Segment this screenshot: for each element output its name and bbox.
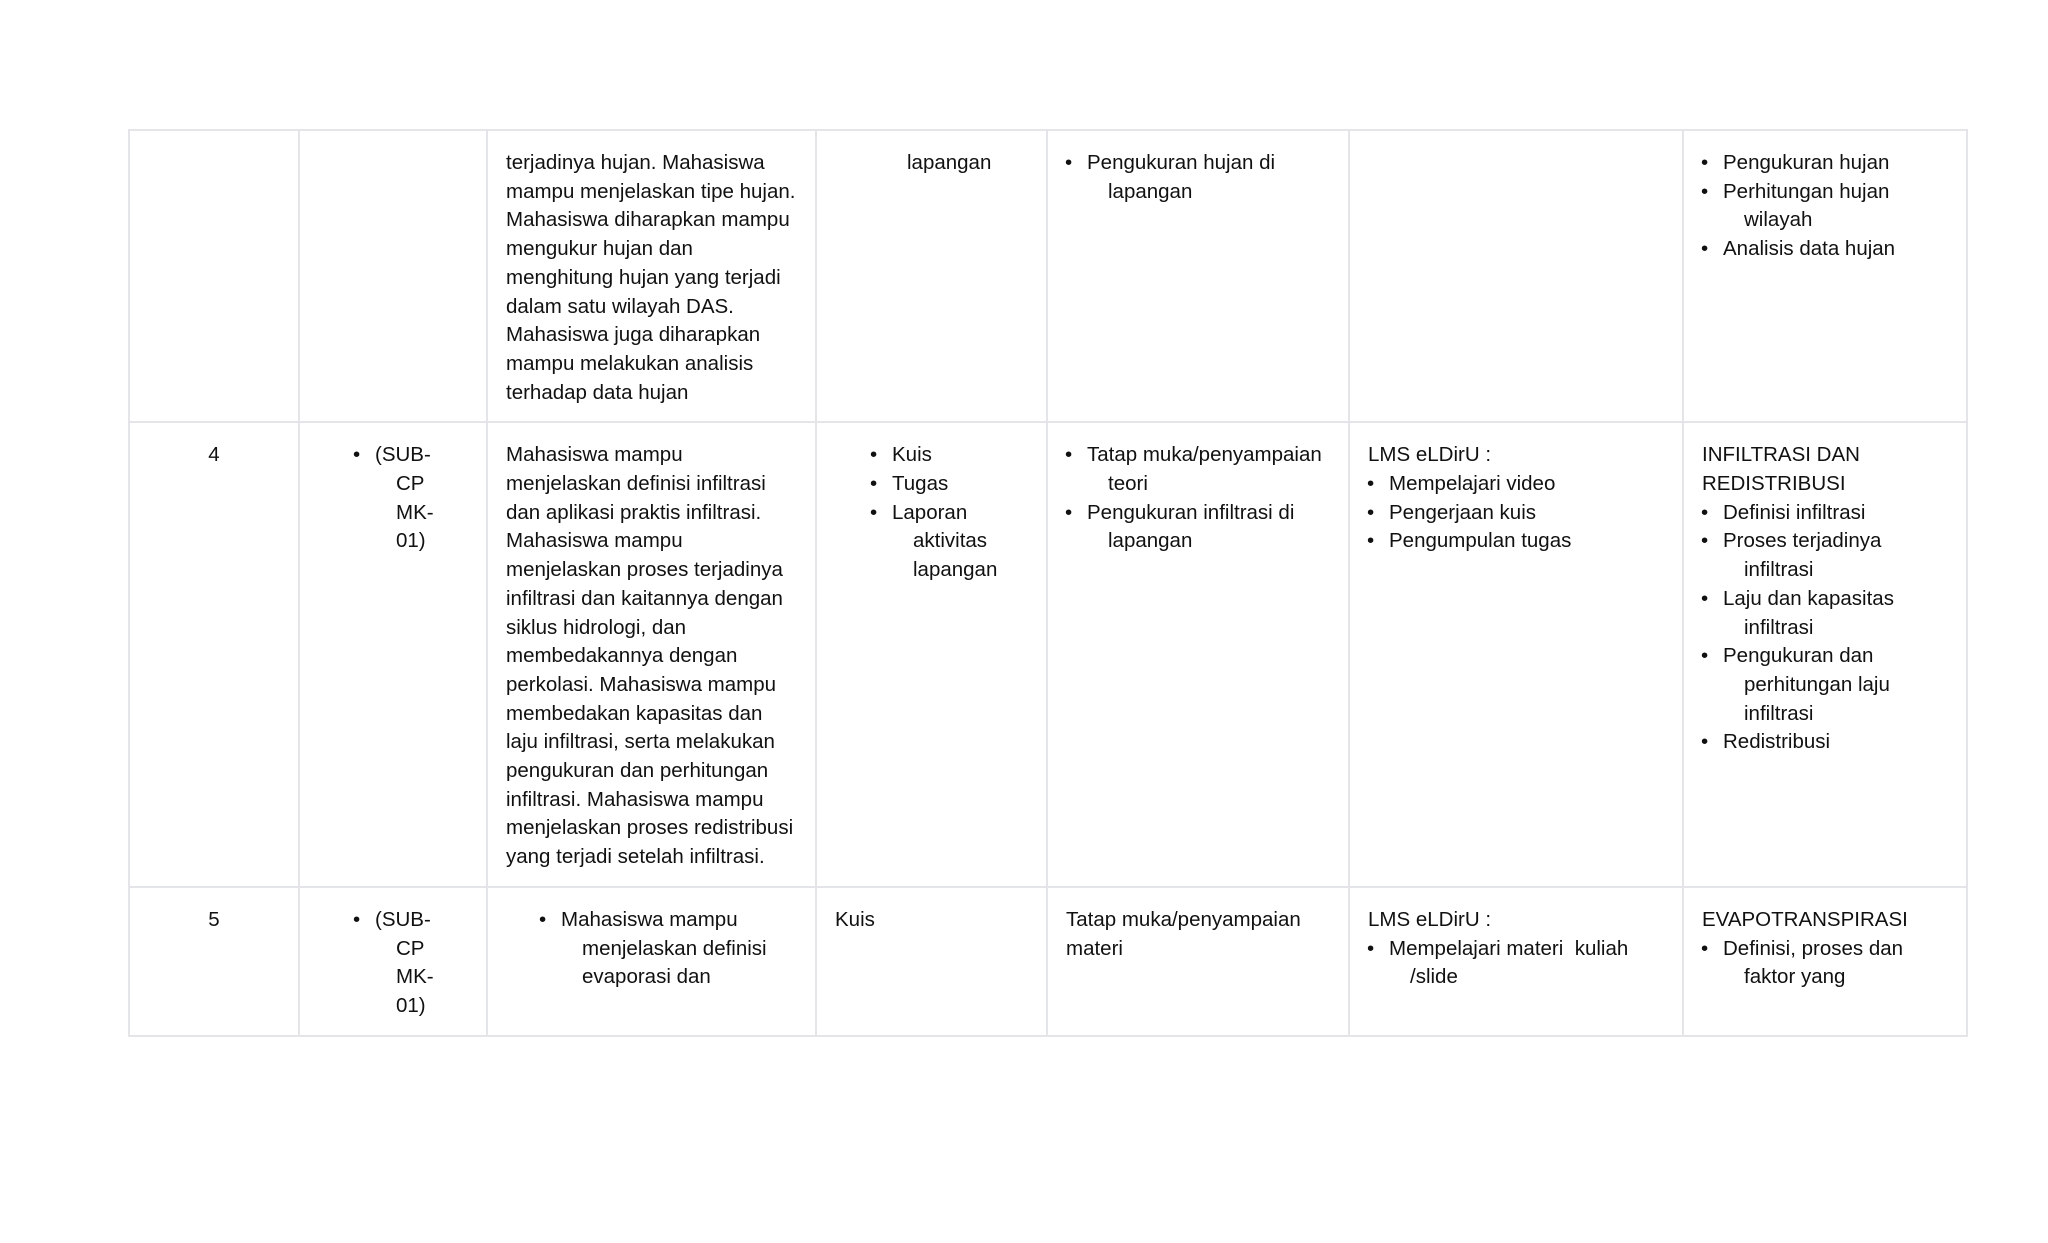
assessment-cell bbox=[816, 422, 1047, 887]
method-list bbox=[1066, 441, 1330, 556]
list-item: • Analisis data hujan bbox=[1702, 235, 1948, 264]
topic-title: INFILTRASI DAN REDISTRIBUSI bbox=[1702, 443, 1860, 496]
description-cell bbox=[487, 422, 816, 887]
method-text: Tatap muka/penyampaian materi bbox=[1066, 907, 1301, 960]
week-cell bbox=[129, 422, 299, 887]
topic-list bbox=[1702, 499, 1948, 757]
lms-cell bbox=[1349, 422, 1683, 887]
assessment-text: Kuis bbox=[835, 907, 875, 931]
topic-list bbox=[1702, 935, 1948, 992]
list-item: • Laju dan kapasitas infiltrasi bbox=[1702, 585, 1948, 642]
topic-cell bbox=[1683, 130, 1967, 422]
method-cell bbox=[1047, 887, 1349, 1036]
assessment-list bbox=[835, 441, 1028, 585]
list-item: • Tugas bbox=[871, 470, 1028, 499]
subcpmk-cell bbox=[299, 422, 487, 887]
list-item: • Mempelajari video bbox=[1368, 470, 1664, 499]
course-plan-table bbox=[128, 129, 1968, 1037]
lms-cell bbox=[1349, 887, 1683, 1036]
description-text: terjadinya hujan. Mahasiswa mampu menjelaskan tipe hujan. Mahasiswa diharapkan mampu mengukur hujan dan menghitung hujan yang terjadi dalam satu wilayah DAS. Mahasiswa juga diharapkan mampu melakukan analisis terhadap data hujan bbox=[506, 151, 796, 404]
description-list bbox=[506, 906, 797, 992]
topic-list bbox=[1702, 149, 1948, 264]
list-item: • Laporan aktivitas lapangan bbox=[871, 499, 1028, 585]
lms-list bbox=[1368, 935, 1664, 992]
list-item: • Tatap muka/penyampaian teori bbox=[1066, 441, 1330, 498]
description-cell bbox=[487, 887, 816, 1036]
topic-title: EVAPOTRANSPIRASI bbox=[1702, 907, 1908, 931]
subcpmk-cell bbox=[299, 887, 487, 1036]
description-cell bbox=[487, 130, 816, 422]
list-item: • Pengukuran hujan di lapangan bbox=[1066, 149, 1330, 206]
list-item: • Kuis bbox=[871, 441, 1028, 470]
list-item: • (SUB-CPMK-01) bbox=[354, 906, 440, 1021]
list-item: • Mempelajari materi kuliah /slide bbox=[1368, 935, 1664, 992]
subcpmk-list bbox=[318, 441, 468, 556]
week-cell bbox=[129, 130, 299, 422]
assessment-text: lapangan bbox=[907, 151, 992, 174]
list-item: • Pengumpulan tugas bbox=[1368, 527, 1664, 556]
list-item: • Definisi, proses dan faktor yang bbox=[1702, 935, 1948, 992]
assessment-cell bbox=[816, 887, 1047, 1036]
table-row bbox=[129, 130, 1967, 422]
topic-cell bbox=[1683, 422, 1967, 887]
method-cell bbox=[1047, 130, 1349, 422]
week-number: 5 bbox=[208, 907, 220, 931]
list-item: • Pengukuran dan perhitungan laju infiltrasi bbox=[1702, 642, 1948, 728]
description-text: Mahasiswa mampu menjelaskan definisi infiltrasi dan aplikasi praktis infiltrasi. Mahasiswa mampu menjelaskan proses terjadinya infiltrasi dan kaitannya dengan siklus hidrologi, dan membedakannya dengan perkolasi. Mahasiswa mampu membedakan kapasitas dan laju infiltrasi, serta melakukan pengukuran dan perhitungan infiltrasi. Mahasiswa mampu menjelaskan proses redistribusi yang terjadi setelah infiltrasi. bbox=[506, 443, 794, 869]
list-item: • Pengerjaan kuis bbox=[1368, 499, 1664, 528]
week-cell bbox=[129, 887, 299, 1036]
table-row bbox=[129, 887, 1967, 1036]
list-item: • Proses terjadinya infiltrasi bbox=[1702, 527, 1948, 584]
list-item: • (SUB-CPMK-01) bbox=[354, 441, 440, 556]
subcpmk-list bbox=[318, 906, 468, 1021]
lms-list bbox=[1368, 470, 1664, 556]
list-item: • Mahasiswa mampu menjelaskan definisi evaporasi dan bbox=[540, 906, 797, 992]
method-list bbox=[1066, 149, 1330, 206]
list-item: • Redistribusi bbox=[1702, 728, 1948, 757]
week-number: 4 bbox=[208, 443, 220, 467]
topic-cell bbox=[1683, 887, 1967, 1036]
lms-cell bbox=[1349, 130, 1683, 422]
method-cell bbox=[1047, 422, 1349, 887]
table-row bbox=[129, 422, 1967, 887]
lms-title: LMS eLDirU : bbox=[1368, 443, 1492, 467]
list-item: • Pengukuran hujan bbox=[1702, 149, 1948, 178]
list-item: • Pengukuran infiltrasi di lapangan bbox=[1066, 499, 1330, 556]
lms-title: LMS eLDirU : bbox=[1368, 907, 1492, 931]
subcpmk-cell bbox=[299, 130, 487, 422]
list-item: • Perhitungan hujan wilayah bbox=[1702, 178, 1948, 235]
assessment-cell bbox=[816, 130, 1047, 422]
list-item: • Definisi infiltrasi bbox=[1702, 499, 1948, 528]
